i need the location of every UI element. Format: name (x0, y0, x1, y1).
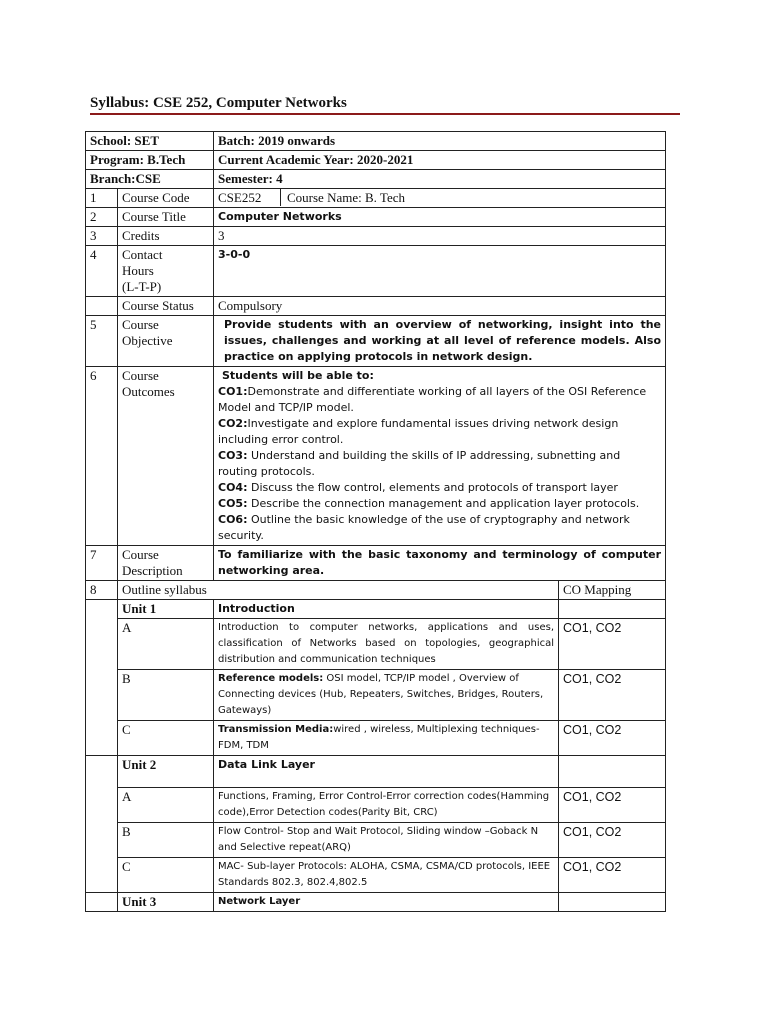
topic-body: Functions, Framing, Error Control-Error correction codes(Hamming code),Error Detection codes(Parity Bit, CRC) (218, 791, 550, 818)
co-mapping-header: CO Mapping (559, 581, 666, 600)
outcome-code: CO6: (218, 513, 248, 526)
outcome-text: Describe the connection management and application layer protocols. (247, 497, 640, 510)
label-line: Course (122, 317, 159, 332)
row-label: Course Title (118, 208, 214, 227)
label-line: Course (122, 547, 159, 562)
course-status-value: Compulsory (214, 297, 666, 316)
label-line: Outcomes (122, 384, 175, 399)
program-cell: Program: B.Tech (86, 151, 214, 170)
row-number (86, 297, 118, 316)
topic-body: wired , wireless, Multiplexing techniques-FDM, TDM (218, 724, 540, 751)
course-code-cell (214, 189, 666, 208)
row-course-status (86, 297, 666, 316)
co-mapping: CO1, CO2 (559, 670, 666, 721)
topic-row (86, 823, 666, 858)
row-label: Course Status (118, 297, 214, 316)
outcome-item (218, 416, 661, 448)
outcome-item (218, 480, 661, 496)
topic-body: Introduction to computer networks, applications and uses, classification of Networks based on topologies, geographical distribution and communication techniques (218, 622, 554, 665)
outcome-code: CO2: (218, 417, 248, 430)
unit-row (86, 756, 666, 788)
outcome-code: CO1: (218, 385, 248, 398)
empty-cell (86, 756, 118, 893)
semester-cell: Semester: 4 (214, 170, 666, 189)
co-cell (559, 756, 666, 788)
row-outline-syllabus (86, 581, 666, 600)
co-mapping: CO1, CO2 (559, 619, 666, 670)
co-cell (559, 600, 666, 619)
page-title: Syllabus: CSE 252, Computer Networks (90, 95, 680, 115)
topic-body: MAC- Sub-layer Protocols: ALOHA, CSMA, CSMA/CD protocols, IEEE Standards 802.3, 802.4,802.5 (218, 861, 551, 888)
topic-text (214, 823, 559, 858)
topic-text (214, 858, 559, 893)
co-mapping: CO1, CO2 (559, 721, 666, 756)
row-number: 7 (86, 546, 118, 581)
row-number: 5 (86, 316, 118, 367)
row-label (118, 546, 214, 581)
course-name-value: Course Name: B. Tech (287, 190, 405, 205)
outcome-text: Understand and building the skills of IP addressing, subnetting and routing protocols. (218, 449, 621, 478)
topic-row (86, 858, 666, 893)
row-label (118, 367, 214, 546)
row-label: Course Code (118, 189, 214, 208)
course-description-value: To familiarize with the basic taxonomy and terminology of computer networking area. (214, 546, 666, 581)
course-outcomes-list (214, 367, 666, 546)
topic-text (214, 721, 559, 756)
topic-bold: Reference models: (218, 673, 324, 684)
batch-cell: Batch: 2019 onwards (214, 132, 666, 151)
header-row-branch (86, 170, 666, 189)
row-course-outcomes (86, 367, 666, 546)
outcome-item (218, 496, 661, 512)
course-objective-value: Provide students with an overview of networking, insight into the issues, challenges and working at all level of reference models. Also practice on applying protocols in network design. (214, 316, 666, 367)
row-course-description (86, 546, 666, 581)
unit-label: Unit 3 (118, 893, 214, 912)
row-label (118, 246, 214, 297)
row-number: 1 (86, 189, 118, 208)
outline-label: Outline syllabus (118, 581, 559, 600)
topic-id: A (118, 788, 214, 823)
outcome-item (218, 512, 661, 544)
row-contact-hours (86, 246, 666, 297)
outcome-text: Outline the basic knowledge of the use of cryptography and network security. (218, 513, 630, 542)
unit-title: Network Layer (214, 893, 559, 912)
topic-id: B (118, 670, 214, 721)
topic-row (86, 670, 666, 721)
unit-title: Introduction (214, 600, 559, 619)
contact-hours-value: 3-0-0 (214, 246, 666, 297)
unit-label: Unit 1 (118, 600, 214, 619)
unit-title: Data Link Layer (214, 756, 559, 788)
label-line: (L-T-P) (122, 279, 162, 294)
co-mapping: CO1, CO2 (559, 823, 666, 858)
row-number: 3 (86, 227, 118, 246)
topic-body: Flow Control- Stop and Wait Protocol, Sliding window –Goback N and Selective repeat(ARQ) (218, 826, 539, 853)
row-number: 8 (86, 581, 118, 600)
unit-label: Unit 2 (118, 756, 214, 788)
row-number: 6 (86, 367, 118, 546)
outcomes-intro: Students will be able to: (222, 369, 374, 382)
topic-id: B (118, 823, 214, 858)
branch-cell: Branch:CSE (86, 170, 214, 189)
course-code-value: CSE252 (214, 189, 281, 206)
row-number: 4 (86, 246, 118, 297)
label-line: Hours (122, 263, 154, 278)
credits-value: 3 (214, 227, 666, 246)
co-mapping: CO1, CO2 (559, 788, 666, 823)
outcome-text: Demonstrate and differentiate working of all layers of the OSI Reference Model and TCP/IP model. (218, 385, 647, 414)
label-line: Course (122, 368, 159, 383)
syllabus-table (85, 131, 666, 912)
header-row-program (86, 151, 666, 170)
row-label (118, 316, 214, 367)
outcome-text: Discuss the flow control, elements and protocols of transport layer (247, 481, 618, 494)
topic-row (86, 619, 666, 670)
co-cell (559, 893, 666, 912)
topic-id: C (118, 858, 214, 893)
outcome-item (218, 448, 661, 480)
course-title-value: Computer Networks (214, 208, 666, 227)
unit-row (86, 600, 666, 619)
outcome-item (218, 384, 661, 416)
outcome-code: CO5: (218, 497, 248, 510)
co-mapping: CO1, CO2 (559, 858, 666, 893)
header-row-school (86, 132, 666, 151)
row-course-title (86, 208, 666, 227)
outcome-code: CO4: (218, 481, 248, 494)
label-line: Objective (122, 333, 173, 348)
unit-row (86, 893, 666, 912)
topic-text (214, 788, 559, 823)
topic-id: C (118, 721, 214, 756)
row-number: 2 (86, 208, 118, 227)
row-course-objective (86, 316, 666, 367)
topic-body: OSI model, TCP/IP model , Overview of Connecting devices (Hub, Repeaters, Switches, Bridges, Routers, Gateways) (218, 673, 544, 716)
row-label: Credits (118, 227, 214, 246)
outcome-code: CO3: (218, 449, 248, 462)
outcome-text: Investigate and explore fundamental issues driving network design including error control. (218, 417, 619, 446)
label-line: Description (122, 563, 183, 578)
school-cell: School: SET (86, 132, 214, 151)
topic-row (86, 788, 666, 823)
empty-cell (86, 600, 118, 756)
topic-id: A (118, 619, 214, 670)
row-credits (86, 227, 666, 246)
label-line: Contact (122, 247, 163, 262)
topic-text (214, 619, 559, 670)
topic-row (86, 721, 666, 756)
row-course-code (86, 189, 666, 208)
empty-cell (86, 893, 118, 912)
topic-text (214, 670, 559, 721)
academic-year-cell: Current Academic Year: 2020-2021 (214, 151, 666, 170)
topic-bold: Transmission Media: (218, 724, 334, 735)
